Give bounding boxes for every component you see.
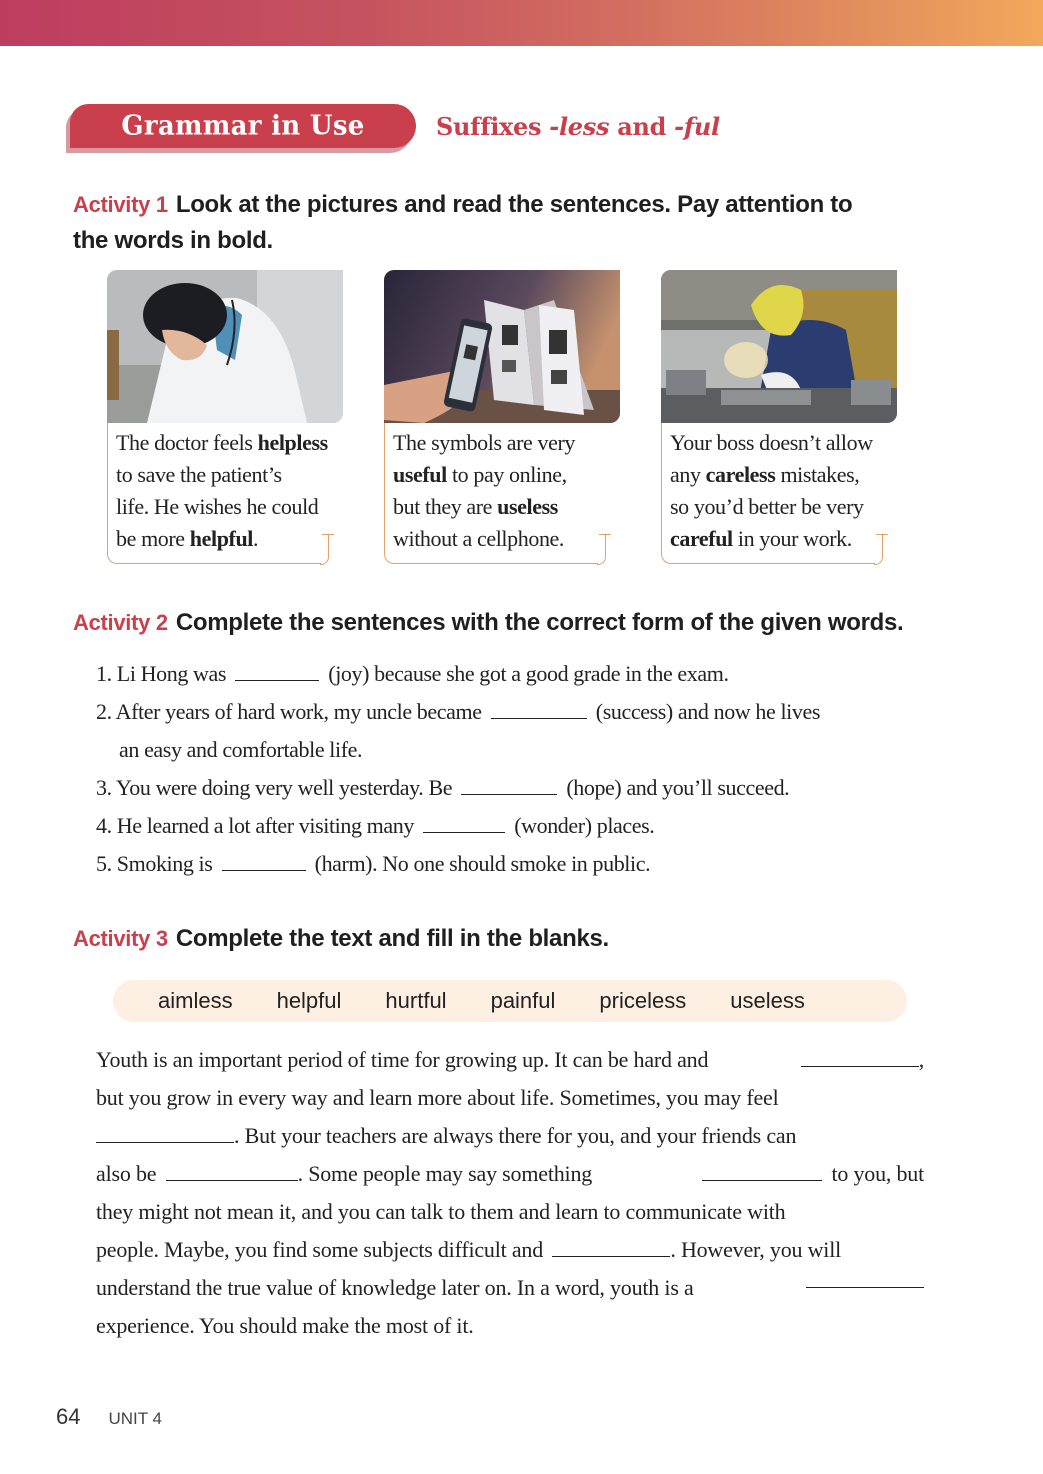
answer-blank[interactable] (461, 776, 557, 795)
sentence-text-after: (wonder) places. (514, 813, 655, 838)
caption-worker (661, 423, 875, 564)
activity3-title (73, 921, 609, 957)
word-bank-item: priceless (599, 988, 687, 1013)
sentence-text-after: (harm). No one should smoke in public. (314, 851, 651, 876)
unit-label: UNIT 4 (108, 1409, 163, 1428)
sentence-item-2-continuation (96, 731, 820, 769)
sentence-text-before: 5. Smoking is (96, 851, 213, 876)
passage-text: . Some people may say something (297, 1161, 593, 1186)
picture-card-worker (661, 270, 897, 564)
activity2-instruction: Complete the sentences with the correct form of the given words. (175, 609, 904, 636)
sentence-continuation: an easy and comfortable life. (119, 737, 363, 762)
answer-blank[interactable] (423, 814, 505, 833)
bold-keyword: helpful (189, 526, 254, 551)
word-bank-item: helpful (276, 988, 342, 1013)
bold-keyword: helpless (257, 430, 328, 455)
sentence-text-after: (joy) because she got a good grade in the exam. (328, 661, 729, 686)
passage-line (96, 1193, 924, 1231)
caption-line (670, 491, 875, 523)
section-subtitle (436, 112, 720, 141)
caption-text: The symbols are very (393, 430, 575, 455)
word-bank-item: hurtful (385, 988, 447, 1013)
sentence-text-before: 3. You were doing very well yesterday. Be (96, 775, 453, 800)
section-label: Grammar in Use (121, 110, 365, 142)
caption-line (393, 459, 598, 491)
caption-hook-decoration (597, 534, 606, 565)
answer-blank[interactable] (235, 662, 319, 681)
caption-text: to pay online, (446, 462, 567, 487)
subtitle-prefix: Suffixes (436, 111, 550, 141)
passage-blank-4[interactable] (702, 1162, 822, 1181)
picture-card-qr-code (384, 270, 620, 564)
sentence-text-after: (hope) and you’ll succeed. (566, 775, 790, 800)
passage-line (96, 1041, 924, 1079)
picture-card-doctor (107, 270, 343, 564)
caption-line (393, 491, 598, 523)
answer-blank[interactable] (222, 852, 306, 871)
passage-text: understand the true value of knowledge later on. In a word, youth is a (96, 1275, 694, 1300)
passage-line (96, 1231, 924, 1269)
passage-blank-5[interactable] (552, 1238, 670, 1257)
activity1-title (73, 187, 852, 259)
sentence-text-before: 4. He learned a lot after visiting many (96, 813, 414, 838)
bold-keyword: careful (670, 526, 733, 551)
subtitle-mid: and (609, 111, 675, 141)
page-footer (56, 1404, 162, 1430)
bold-keyword: careless (705, 462, 776, 487)
sentence-item-2 (96, 693, 820, 731)
caption-text: . (253, 526, 259, 551)
caption-text: be more (116, 526, 190, 551)
activity3-label: Activity 3 (73, 926, 168, 951)
word-bank (113, 980, 907, 1022)
caption-text: but they are (393, 494, 498, 519)
sentence-text-after: (success) and now he lives (595, 699, 820, 724)
bold-keyword: useless (497, 494, 558, 519)
caption-text: any (670, 462, 706, 487)
caption-text: without a cellphone. (393, 526, 565, 551)
sentence-item-3 (96, 769, 820, 807)
activity2-label: Activity 2 (73, 610, 168, 635)
passage-text: to you, but (831, 1161, 924, 1186)
activity1-instruction-line1: Look at the pictures and read the sentences. Pay attention to (175, 191, 853, 218)
bold-keyword: useful (393, 462, 447, 487)
caption-qr-code (384, 423, 598, 564)
activity2-sentence-list (96, 655, 820, 883)
top-gradient-bar (0, 0, 1043, 46)
passage-text: experience. You should make the most of it. (96, 1313, 474, 1338)
caption-hook-decoration (874, 534, 883, 565)
passage-text: Youth is an important period of time for growing up. It can be hard and (96, 1047, 709, 1072)
caption-line (670, 459, 875, 491)
caption-line (670, 523, 875, 555)
passage-blank-1[interactable] (801, 1048, 919, 1067)
answer-blank[interactable] (491, 700, 587, 719)
caption-text: in your work. (732, 526, 852, 551)
subtitle-suffix-ful: -ful (674, 111, 720, 141)
passage-text: , (918, 1047, 924, 1072)
caption-text: mistakes, (775, 462, 860, 487)
caption-text: The doctor feels (116, 430, 258, 455)
grammar-in-use-tab (70, 104, 416, 148)
activity3-instruction: Complete the text and fill in the blanks. (175, 925, 609, 952)
word-bank-item: useless (730, 988, 805, 1013)
caption-doctor (107, 423, 328, 564)
sentence-item-1 (96, 655, 820, 693)
passage-blank-6[interactable] (806, 1269, 924, 1288)
section-header (70, 102, 720, 150)
word-bank-item: aimless (158, 988, 233, 1013)
caption-line (116, 491, 321, 523)
passage-line (96, 1079, 924, 1117)
caption-line (393, 427, 598, 459)
activity1-label: Activity 1 (73, 192, 168, 217)
caption-line (670, 427, 875, 459)
factory-worker-hardhat-photo (661, 270, 897, 423)
caption-line (116, 523, 321, 555)
passage-line (96, 1269, 924, 1307)
passage-line (96, 1155, 924, 1193)
page-number: 64 (56, 1404, 81, 1429)
passage-text: people. Maybe, you find some subjects difficult and (96, 1237, 544, 1262)
passage-blank-3[interactable] (166, 1162, 298, 1181)
passage-blank-2[interactable] (96, 1124, 234, 1143)
sentence-text-before: 1. Li Hong was (96, 661, 227, 686)
passage-text: also be (96, 1161, 157, 1186)
passage-text: . But your teachers are always there for you, and your friends can (234, 1123, 797, 1148)
passage-text: . However, you will (670, 1237, 842, 1262)
caption-line (393, 523, 598, 555)
caption-line (116, 427, 328, 459)
activity2-title (73, 605, 903, 641)
caption-text: so you’d better be very (670, 494, 864, 519)
caption-text: life. He wishes he could (116, 494, 319, 519)
caption-hook-decoration (320, 534, 329, 565)
cloze-passage (96, 1041, 924, 1345)
subtitle-suffix-less: -less (549, 111, 610, 141)
activity1-instruction-line2: the words in bold. (73, 227, 273, 254)
caption-text: Your boss doesn’t allow (670, 430, 873, 455)
sentence-item-5 (96, 845, 820, 883)
caption-text: to save the patient’s (116, 462, 282, 487)
doctor-holding-head-photo (107, 270, 343, 423)
passage-line (96, 1307, 924, 1345)
passage-text: they might not mean it, and you can talk to them and learn to communicate with (96, 1199, 786, 1224)
passage-text: but you grow in every way and learn more about life. Sometimes, you may feel (96, 1085, 779, 1110)
caption-line (116, 459, 321, 491)
passage-line (96, 1117, 924, 1155)
sentence-text-before: 2. After years of hard work, my uncle became (96, 699, 482, 724)
sentence-item-4 (96, 807, 820, 845)
phone-scanning-qr-code-photo (384, 270, 620, 423)
word-bank-item: painful (490, 988, 556, 1013)
